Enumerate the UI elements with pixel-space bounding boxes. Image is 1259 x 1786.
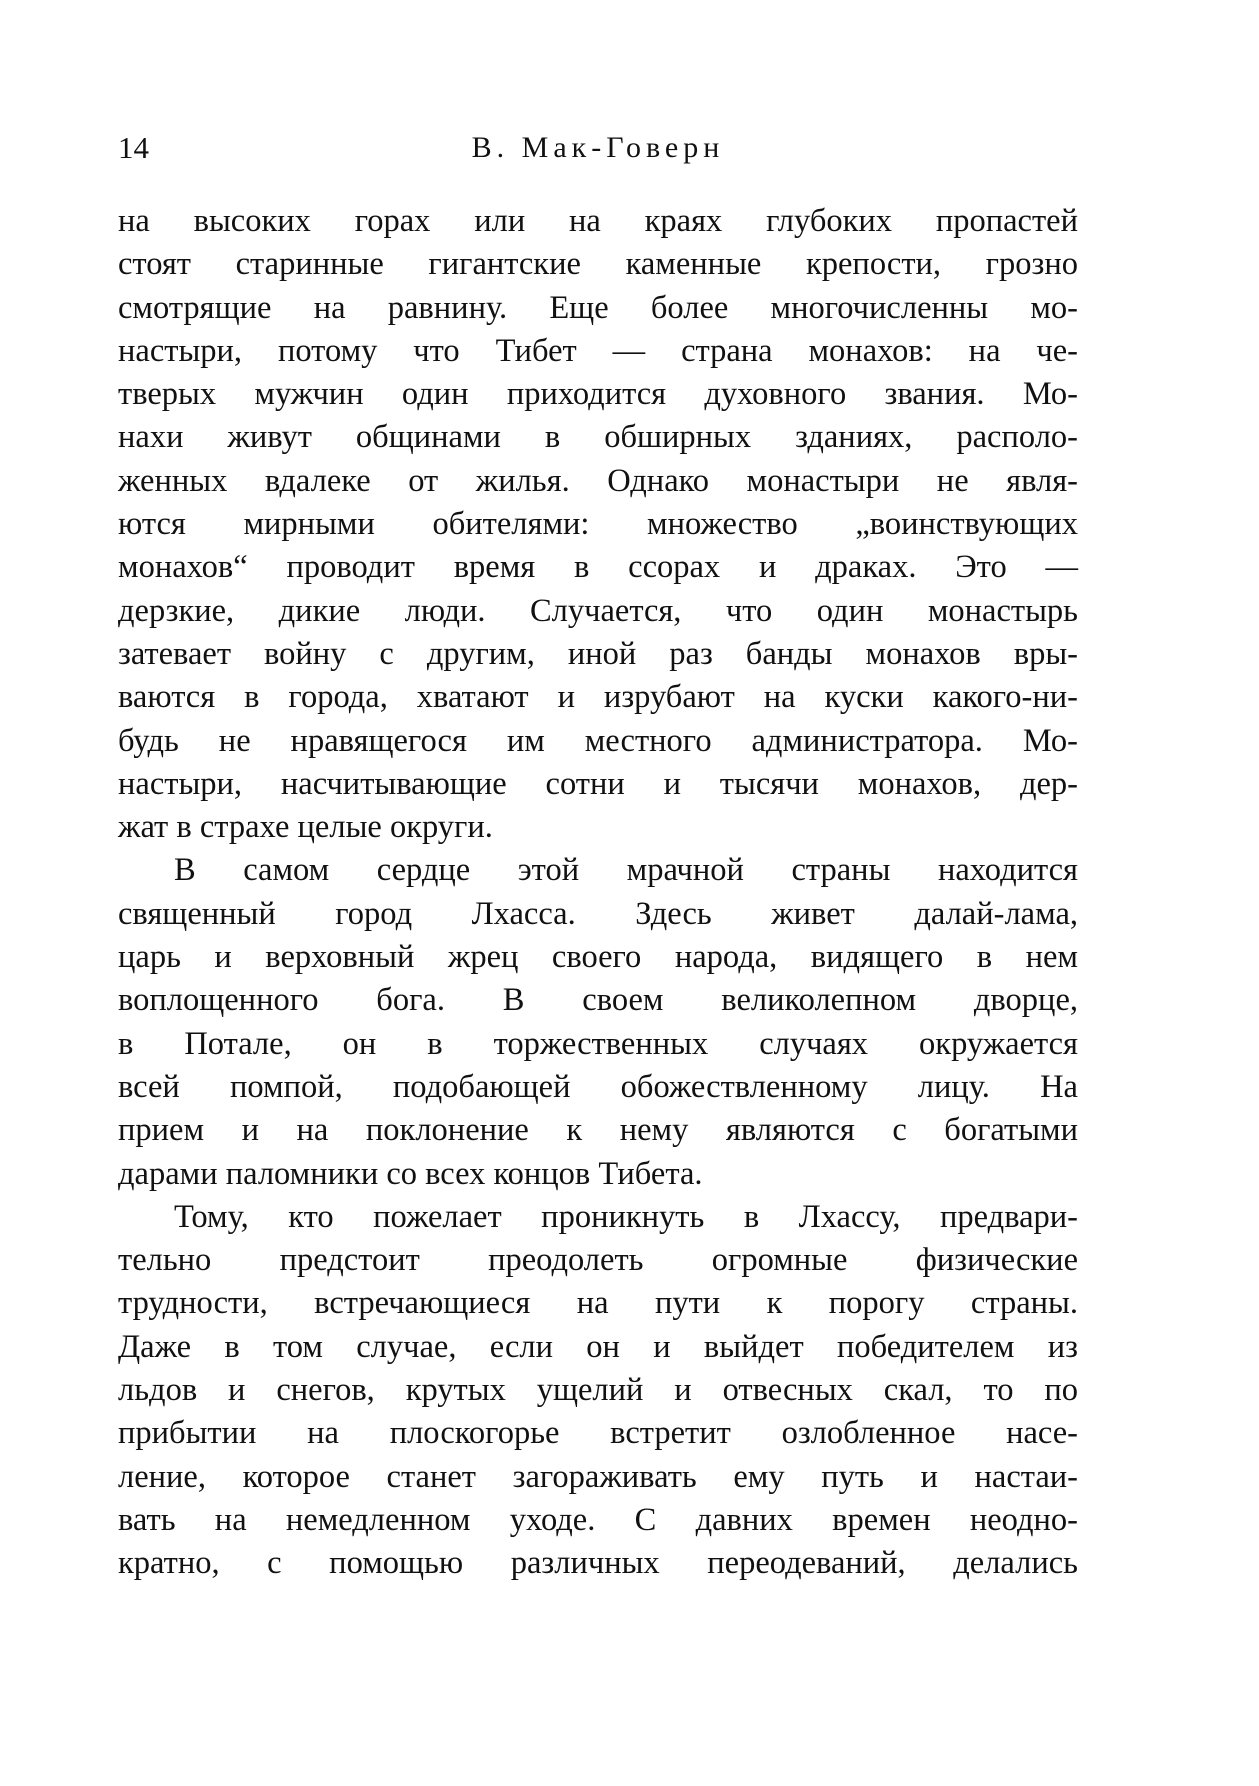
text-line: кратно, с помощью различных переодеваний, делались — [118, 1545, 1078, 1582]
text-line: ваются в города, хватают и изрубают на куски какого-ни- — [118, 679, 1078, 716]
text-line: смотрящие на равнину. Еще более многочисленны мо- — [118, 289, 1078, 326]
text-line: настыри, потому что Тибет — страна монахов: на че- — [118, 332, 1078, 369]
text-line: прибытии на плоскогорье встретит озлобленное насе- — [118, 1415, 1078, 1452]
text-line: трудности, встречающиеся на пути к порогу страны. — [118, 1285, 1078, 1322]
text-line: царь и верховный жрец своего народа, видящего в нем — [118, 939, 1078, 976]
text-line: тверых мужчин один приходится духовного звания. Мо- — [118, 376, 1078, 413]
running-title: В. Мак-Говерн — [471, 131, 725, 164]
text-line: будь не нравящегося им местного администратора. Мо- — [118, 722, 1078, 759]
text-line: тельно предстоит преодолеть огромные физические — [118, 1242, 1078, 1279]
text-line: всей помпой, подобающей обожествленному лицу. На — [118, 1068, 1078, 1105]
page-number: 14 — [118, 130, 149, 165]
text-line: священный город Лхасса. Здесь живет далай-лама, — [118, 895, 1078, 932]
text-line: жат в страхе целые округи. — [118, 809, 493, 846]
text-line: льдов и снегов, крутых ущелий и отвесных скал, то по — [118, 1372, 1078, 1409]
text-line: монахов“ проводит время в ссорах и драках. Это — — [118, 549, 1078, 586]
text-line: дерзкие, дикие люди. Случается, что один монастырь — [118, 592, 1078, 629]
text-line: женных вдалеке от жилья. Однако монастыри не явля- — [118, 462, 1078, 499]
text-line: Даже в том случае, если он и выйдет победителем из — [118, 1328, 1078, 1365]
text-line: затевает войну с другим, иной раз банды монахов вры- — [118, 635, 1078, 672]
running-head — [118, 128, 1078, 168]
text-line: нахи живут общинами в обширных зданиях, располо- — [118, 419, 1078, 456]
body-text — [118, 200, 1078, 1586]
text-line: вать на немедленном уходе. С давних времен неодно- — [118, 1501, 1078, 1538]
text-line: стоят старинные гигантские каменные крепости, грозно — [118, 246, 1078, 283]
text-line: ются мирными обителями: множество „воинствующих — [118, 506, 1078, 543]
text-line: настыри, насчитывающие сотни и тысячи монахов, дер- — [118, 765, 1078, 802]
text-line: дарами паломники со всех концов Тибета. — [118, 1155, 703, 1192]
text-line: на высоких горах или на краях глубоких пропастей — [118, 203, 1078, 239]
text-line: В самом сердце этой мрачной страны находится — [174, 852, 1078, 889]
text-line: прием и на поклонение к нему являются с богатыми — [118, 1112, 1078, 1149]
text-line: ление, которое станет загораживать ему путь и настаи- — [118, 1458, 1078, 1495]
text-line: воплощенного бога. В своем великолепном дворце, — [118, 982, 1078, 1019]
text-line: в Потале, он в торжественных случаях окружается — [118, 1025, 1078, 1062]
text-line: Тому, кто пожелает проникнуть в Лхассу, предвари- — [174, 1198, 1078, 1235]
